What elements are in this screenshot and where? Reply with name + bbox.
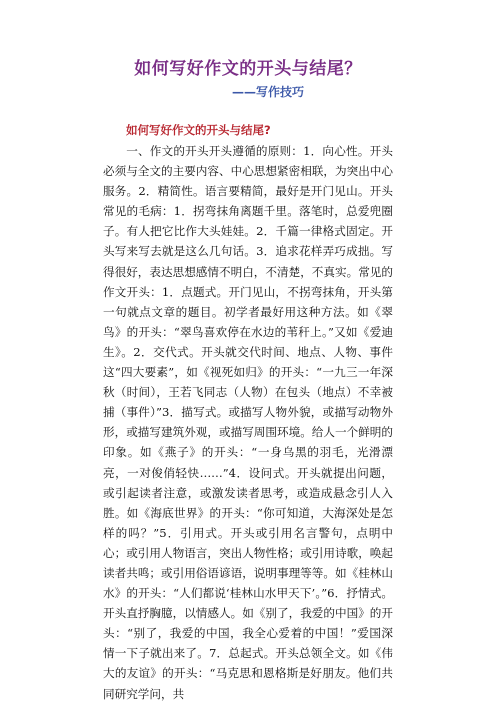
document-title: 如何写好作文的开头与结尾？ (134, 59, 362, 79)
section-heading: 如何写好作文的开头与结尾? (126, 123, 271, 137)
body-paragraph: 一、作文的开头开头遵循的原则：1．向心性。开头必须与全文的主要内容、中心思想紧密相联，为突出中心服务。2．精简性。语言要精简，最好是开门见山。开头常见的毛病：1．拐弯抹角离题千里。落笔时，总爱兜圈子。有人把它比作大头娃娃。2．千篇一律格式固定。开头写来写去就是这么几句话。3．追求花样弄巧成拙。写得很好，表达思想感情不明白，不清楚，不真实。常见的作文开头：1．点题式。开门见山，不拐弯抹角，开头第一句就点文章的题目。初学者最好用这种方法。如《翠鸟》的开头：“翠鸟喜欢停在水边的苇秆上。”又如《爱迪生》。2．交代式。开头就交代时间、地点、人物、事件这“四大要素”，如《视死如归》的开头：“一九三一年深秋（时间），王若飞同志（人物）在包头（地点）不幸被捕（事件）”3．描写式。或描写人物外貌，或描写动物外形，或描写建筑外观，或描写周围环境。给人一个鲜明的印象。如《燕子》的开头：“一身乌黑的羽毛，光滑漂亮，一对俊俏轻快……”4．设问式。开头就提出问题，或引起读者注意，或激发读者思考，或造成悬念引人入胜。如《海底世界》的开头：“你可知道，大海深处是怎样的吗？”5．引用式。开头或引用名言警句，点明中心；或引用人物语言，突出人物性格；或引用诗歌，唤起读者共鸣；或引用俗语谚语，说明事理等等。如《桂林山水》的开头：“人们都说‘桂林山水甲天下’。”6．抒情式。开头直抒胸臆，以情感人。如《别了，我爱的中国》的开头：“别了，我爱的中国，我全心爱着的中国！”爱国深情一下子就出来了。7．总起式。开头总领全文。如《伟大的友谊》的开头：“马克思和恩格斯是好朋友。他们共同研究学问，共 (103, 144, 393, 701)
document-subtitle: ——写作技巧 (231, 85, 304, 99)
